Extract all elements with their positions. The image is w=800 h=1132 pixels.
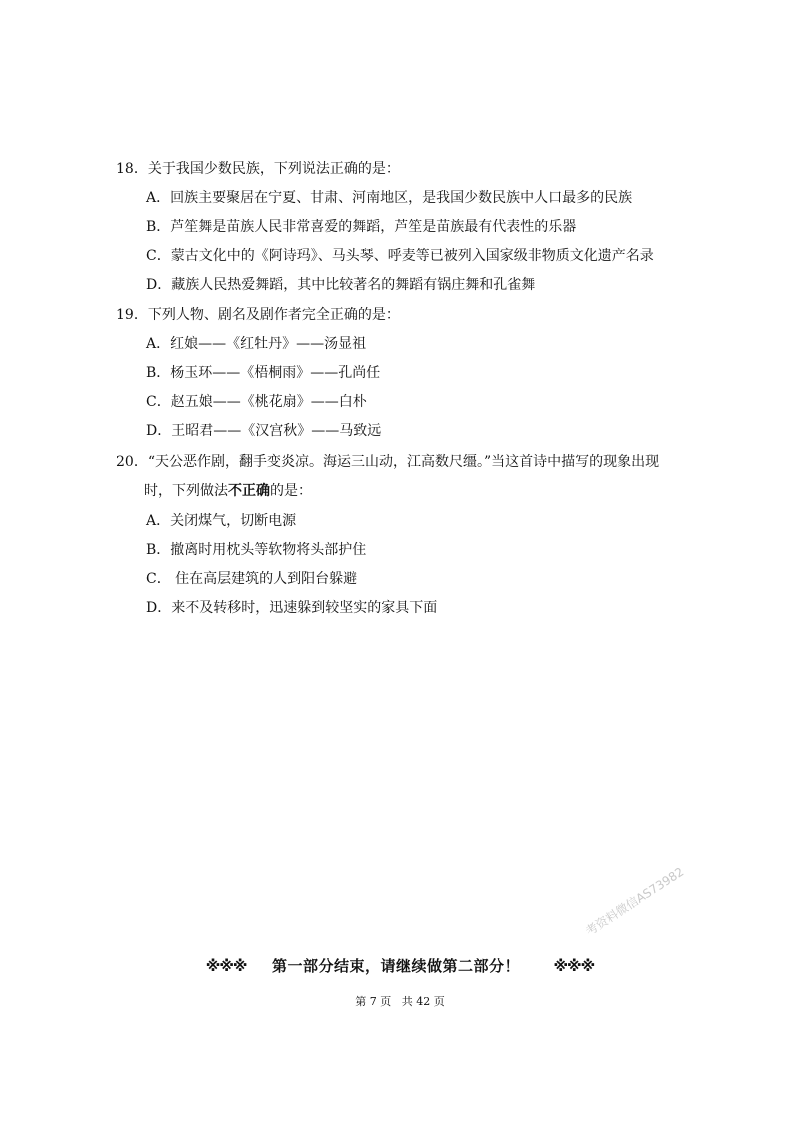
question-20-stem: 20．“天公恶作剧，翻手变炎凉。海运三山动，江高数尺缰。”当这首诗中描写的现象出现	[116, 454, 660, 470]
question-18-option-a: A．回族主要聚居在宁夏、甘肃、河南地区，是我国少数民族中人口最多的民族	[146, 190, 633, 206]
question-18-option-c: C．蒙古文化中的《阿诗玛》、马头琴、呼麦等已被列入国家级非物质文化遗产名录	[146, 248, 654, 264]
question-18-option-d: D．藏族人民热爱舞蹈，其中比较著名的舞蹈有锅庄舞和孔雀舞	[146, 277, 536, 293]
question-19-option-a: A．红娘——《红牡丹》——汤显祖	[146, 336, 367, 352]
stem-text-after: 的是：	[270, 483, 312, 499]
question-18-stem: 18．关于我国少数民族，下列说法正确的是：	[116, 161, 400, 177]
question-20-option-a: A．关闭煤气，切断电源	[146, 513, 297, 529]
question-20-option-b: B．撤离时用枕头等软物将头部护住	[146, 542, 367, 558]
page-number: 第 7 页 共 42 页	[355, 995, 445, 1008]
question-19-option-c: C．赵五娘——《桃花扇》——白朴	[146, 394, 367, 410]
question-20-option-c: C． 住在高层建筑的人到阳台躲避	[146, 571, 358, 587]
reference-marks-right: ※※※	[553, 957, 595, 975]
section-end-message: 第一部分结束，请继续做第二部分！	[271, 957, 520, 975]
stem-text-before: 时，下列做法	[144, 483, 228, 499]
reference-marks-left: ※※※	[205, 957, 247, 975]
question-19-option-d: D．王昭君——《汉宫秋》——马致远	[146, 423, 382, 439]
emphasis-not-correct: 不正确	[228, 483, 270, 499]
question-19-option-b: B．杨玉环——《梧桐雨》——孔尚任	[146, 365, 381, 381]
question-19-stem: 19．下列人物、剧名及剧作者完全正确的是：	[116, 307, 400, 323]
watermark: 考资料微信AS73982	[583, 864, 687, 939]
question-20-option-d: D．来不及转移时，迅速躲到较坚实的家具下面	[146, 600, 438, 616]
question-20-stem-continuation	[144, 480, 312, 500]
question-18-option-b: B．芦笙舞是苗族人民非常喜爱的舞蹈，芦笙是苗族最有代表性的乐器	[146, 219, 577, 235]
section-end-banner	[0, 955, 800, 976]
